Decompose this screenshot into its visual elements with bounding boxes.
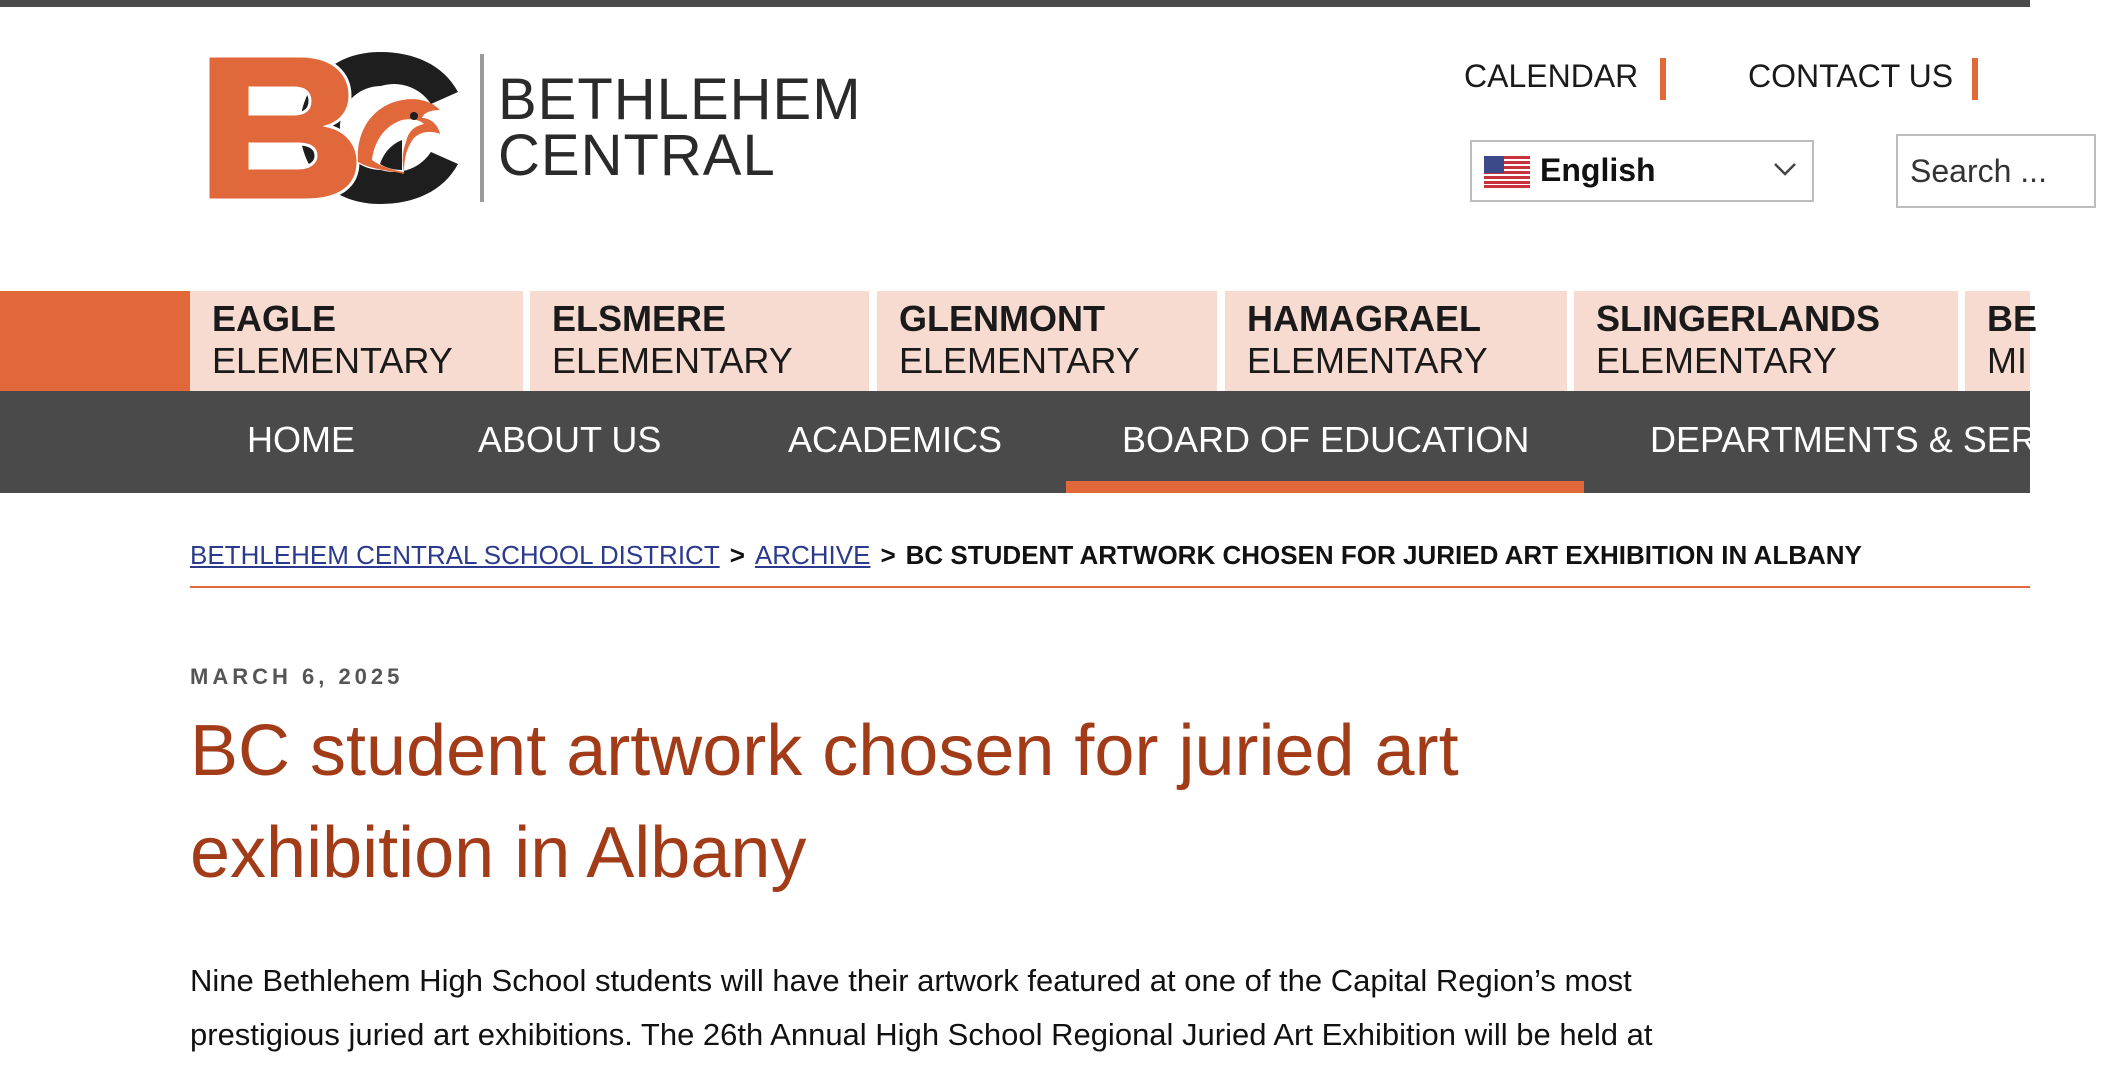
- main-navigation: [0, 391, 2061, 493]
- article-date: MARCH 6, 2025: [190, 664, 404, 689]
- search-box[interactable]: [1896, 134, 2096, 208]
- nav-home[interactable]: HOME: [247, 419, 355, 460]
- nav-departments-services[interactable]: DEPARTMENTS & SERV: [1650, 419, 2061, 460]
- school-name: EAGLE: [212, 298, 337, 339]
- calendar-link[interactable]: CALENDAR: [1464, 58, 1639, 94]
- article-body: Nine Bethlehem High School students will have their artwork featured at one of the Capital Region’s most prestigious juried art exhibitions. The 26th Annual High School Regional Juried Art Exhibition will be held at: [190, 963, 1653, 1052]
- chevron-down-icon: [1772, 160, 1798, 178]
- school-link-bethlehem-middle[interactable]: [1965, 291, 2038, 391]
- school-type: ELEMENTARY: [552, 340, 793, 381]
- breadcrumb-home-link[interactable]: BETHLEHEM CENTRAL SCHOOL DISTRICT: [190, 540, 720, 570]
- school-link-hamagrael[interactable]: [1225, 291, 1567, 391]
- school-type: ELEMENTARY: [899, 340, 1140, 381]
- district-logo-link[interactable]: [208, 52, 862, 207]
- school-link-slingerlands[interactable]: [1574, 291, 1958, 391]
- breadcrumb-separator: >: [880, 540, 896, 570]
- school-type: ELEMENTARY: [1247, 340, 1488, 381]
- school-type: MI: [1987, 340, 2027, 381]
- school-name: ELSMERE: [552, 298, 727, 339]
- breadcrumb-current: BC STUDENT ARTWORK CHOSEN FOR JURIED ART EXHIBITION IN ALBANY: [905, 540, 1862, 570]
- bc-eagle-logo-icon: [208, 52, 468, 204]
- breadcrumb-divider: [190, 586, 2030, 588]
- nav-about-us[interactable]: ABOUT US: [478, 419, 662, 460]
- school-link-elsmere[interactable]: [530, 291, 869, 391]
- school-name: BE: [1987, 298, 2038, 339]
- school-name: SLINGERLANDS: [1596, 298, 1881, 339]
- us-flag-icon: [1484, 156, 1530, 188]
- nav-academics[interactable]: ACADEMICS: [788, 419, 1003, 460]
- logo-wordmark: [498, 67, 862, 188]
- logo-line-2: CENTRAL: [498, 123, 776, 188]
- school-type: ELEMENTARY: [212, 340, 453, 381]
- nav-board-of-education[interactable]: BOARD OF EDUCATION: [1122, 419, 1530, 460]
- article-title: BC student artwork chosen for juried art exhibition in Albany: [190, 711, 1459, 893]
- logo-line-1: BETHLEHEM: [498, 67, 862, 132]
- school-type: ELEMENTARY: [1596, 340, 1837, 381]
- school-name: GLENMONT: [899, 298, 1105, 339]
- breadcrumb-separator: >: [729, 540, 745, 570]
- active-nav-indicator: [1066, 481, 1584, 493]
- contact-us-link[interactable]: CONTACT US: [1748, 58, 1954, 94]
- school-name: HAMAGRAEL: [1247, 298, 1481, 339]
- language-select-label: English: [1540, 152, 1656, 188]
- utility-separator: [1660, 58, 1666, 100]
- breadcrumb: [190, 540, 1862, 571]
- breadcrumb-archive-link[interactable]: ARCHIVE: [754, 540, 871, 570]
- utility-separator: [1972, 58, 1978, 100]
- search-input[interactable]: [1910, 150, 2110, 192]
- school-link-glenmont[interactable]: [877, 291, 1217, 391]
- top-accent-bar: [0, 0, 2030, 7]
- school-link-eagle[interactable]: [190, 291, 523, 391]
- school-strip-accent: [0, 291, 190, 391]
- logo-divider: [480, 54, 484, 202]
- language-select[interactable]: [1470, 140, 1814, 202]
